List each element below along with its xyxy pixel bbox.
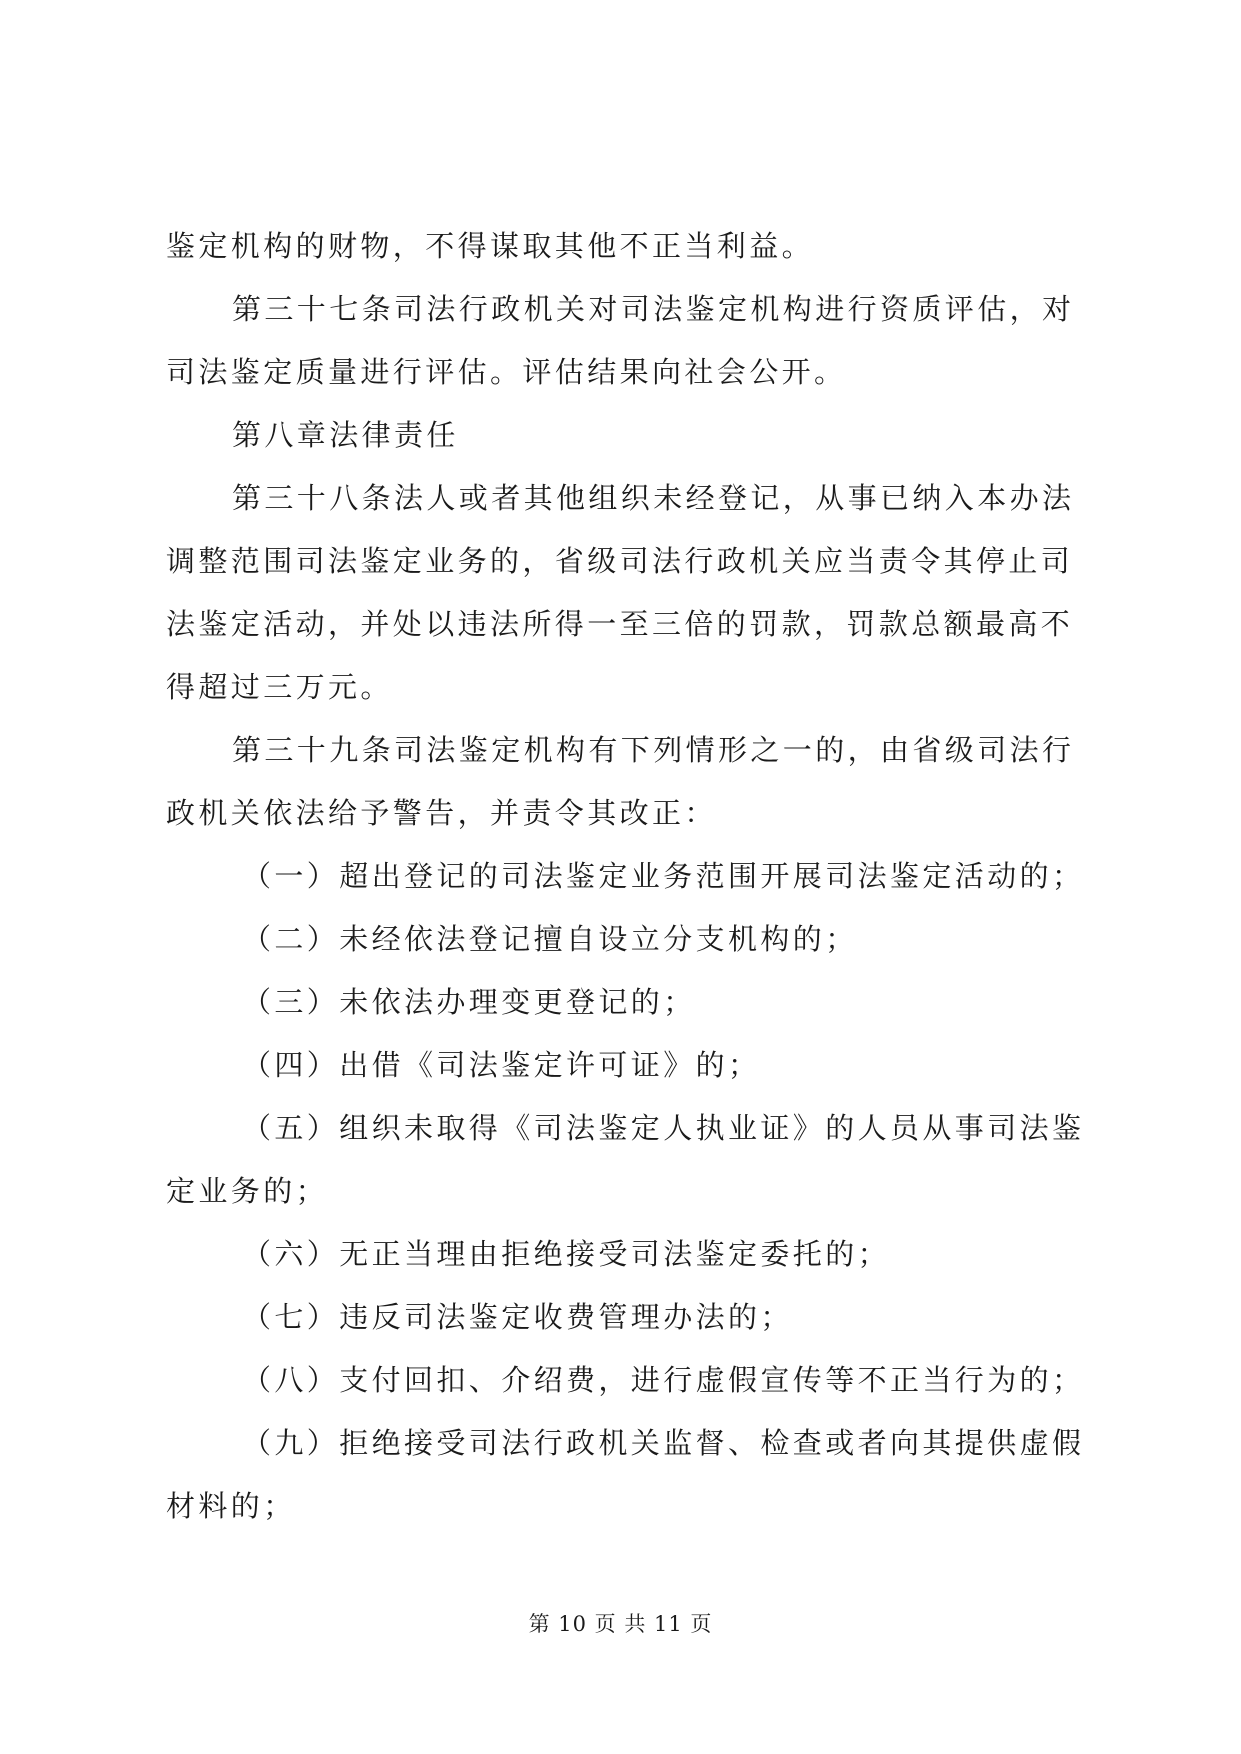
- list-item: （六）无正当理由拒绝接受司法鉴定委托的；: [242, 1237, 891, 1271]
- text-line: 材料的；: [166, 1489, 296, 1523]
- chapter-heading: 第八章法律责任: [232, 418, 459, 452]
- text-line: 法鉴定活动，并处以违法所得一至三倍的罚款，罚款总额最高不: [166, 607, 1074, 641]
- text-line: 第三十九条司法鉴定机构有下列情形之一的，由省级司法行: [232, 733, 1075, 767]
- list-item: （三）未依法办理变更登记的；: [242, 985, 696, 1019]
- list-item: （二）未经依法登记擅自设立分支机构的；: [242, 922, 858, 956]
- text-line: 得超过三万元。: [166, 670, 393, 704]
- list-item: （九）拒绝接受司法行政机关监督、检查或者向其提供虚假: [242, 1426, 1085, 1460]
- list-item: （八）支付回扣、介绍费，进行虚假宣传等不正当行为的；: [242, 1363, 1085, 1397]
- text-line: 调整范围司法鉴定业务的，省级司法行政机关应当责令其停止司: [166, 544, 1074, 578]
- list-item: （四）出借《司法鉴定许可证》的；: [242, 1048, 761, 1082]
- list-item: （一）超出登记的司法鉴定业务范围开展司法鉴定活动的；: [242, 859, 1085, 893]
- text-line: 政机关依法给予警告，并责令其改正：: [166, 796, 717, 830]
- text-line: 第三十七条司法行政机关对司法鉴定机构进行资质评估，对: [232, 292, 1075, 326]
- text-line: 司法鉴定质量进行评估。评估结果向社会公开。: [166, 355, 847, 389]
- text-line: 定业务的；: [166, 1174, 329, 1208]
- list-item: （七）违反司法鉴定收费管理办法的；: [242, 1300, 793, 1334]
- text-line: 鉴定机构的财物，不得谋取其他不正当利益。: [166, 229, 815, 263]
- text-line: 第三十八条法人或者其他组织未经登记，从事已纳入本办法: [232, 481, 1075, 515]
- page-footer: 第 10 页 共 11 页: [528, 1612, 713, 1636]
- list-item: （五）组织未取得《司法鉴定人执业证》的人员从事司法鉴: [242, 1111, 1085, 1145]
